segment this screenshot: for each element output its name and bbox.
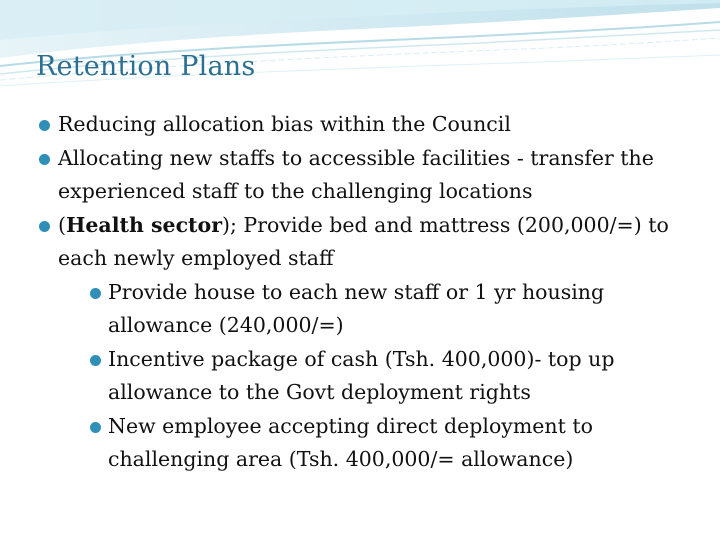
sub-bullet-icon — [90, 422, 101, 433]
bullet-bold-label: Health sector — [66, 212, 223, 237]
sub-bullet-text: Provide house to each new staff or 1 yr housing allowance (240,000/=) — [108, 279, 605, 337]
bullet-icon — [39, 120, 50, 131]
sub-bullet-text: Incentive package of cash (Tsh. 400,000)- top up allowance to the Govt deployment rights — [108, 346, 615, 404]
sub-bullet-icon — [90, 355, 101, 366]
bullet-text: Allocating new staffs to accessible facilities - transfer the experienced staff to the challenging locations — [58, 145, 654, 203]
bullet-item — [38, 108, 706, 142]
slide-title: Retention Plans — [36, 51, 256, 82]
sub-bullet-item — [38, 410, 706, 477]
bullet-icon — [39, 221, 50, 232]
sub-bullet-item — [38, 343, 706, 410]
bullet-prefix: ( — [58, 212, 66, 237]
bullet-item — [38, 142, 706, 209]
bullet-text: Reducing allocation bias within the Council — [58, 112, 511, 136]
sub-bullet-item — [38, 276, 706, 343]
bullet-list — [38, 108, 706, 477]
bullet-text: ); Provide bed and mattress (200,000/=) to each newly employed staff — [58, 212, 669, 270]
sub-bullet-text: New employee accepting direct deployment to challenging area (Tsh. 400,000/= allowance) — [108, 413, 593, 471]
bullet-item-health-sector — [38, 209, 706, 276]
bullet-icon — [39, 154, 50, 165]
sub-bullet-icon — [90, 288, 101, 299]
